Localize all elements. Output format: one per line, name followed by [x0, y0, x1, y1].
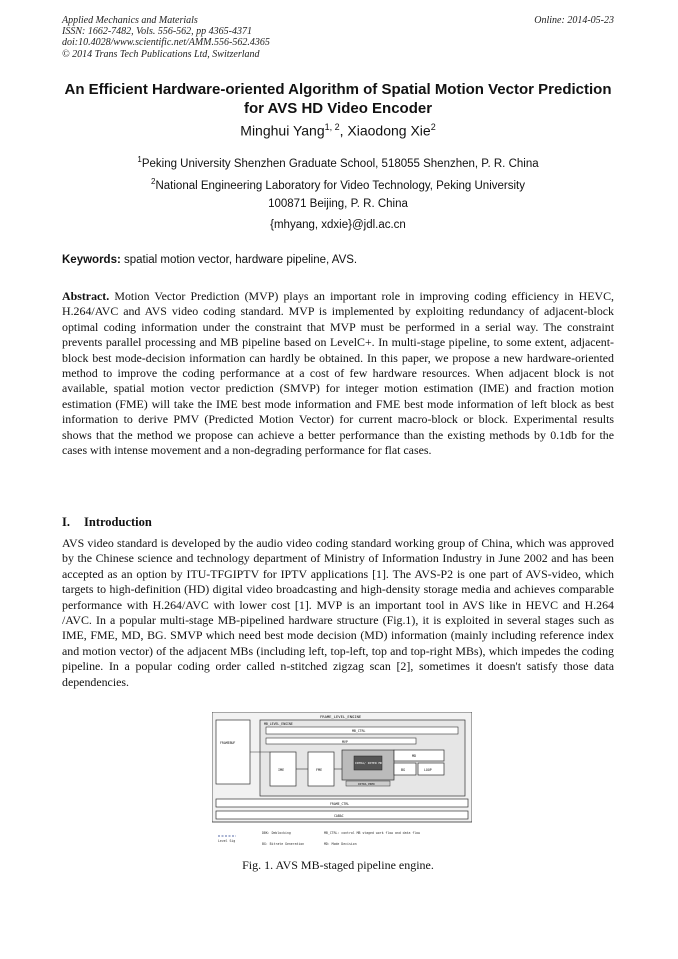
frame-level-label: FRAME_LEVEL_ENGINE	[320, 714, 362, 719]
legend-mb-ctrl: MB_CTRL: control MB staged work flow and data flow	[324, 831, 420, 835]
fme-label: FME	[316, 768, 323, 772]
mb-ctrl-label: MB_CTRL	[352, 729, 366, 733]
intro-paragraph: AVS video standard is developed by the audio video coding standard working group of China, which was approved by the Chinese science and technology department of Ministry of Information Industry in June 2002 and has been accepted as an option by ITU-TFGIPTV for IPTV applications [1]. The AVS-P2 is one part of AVS-video, which targets to high-definition (HD) digital video broadcasting and high-density storage media and achieves comparable performance with H.264/AVC with lower cost [1]. MVP is an important tool in AVS like in HEVC and H.264 /AVC. In a popular multi-stage MB-pipelined hardware structure (Fig.1), it is exploited in several stages such as IME, FME, MD, BG. SMVP which need best mode decision (MD) information (mainly including reference index and motion vector) of the adjacent MBs (including left, top-left, top and top-right MBs), which impedes the coding pipeline. In a popular coding order called n-stitched zigzag scan [2], sometimes it doesn't satisfy those data dependencies.	[62, 536, 614, 689]
paper-title: An Efficient Hardware-oriented Algorithm of Spatial Motion Vector Prediction for AVS HD Video Encoder	[64, 81, 612, 117]
affiliation-2-sup: 2	[151, 177, 156, 186]
mvp-label: MVP	[342, 740, 348, 744]
affiliation-1-text: Peking University Shenzhen Graduate School, 518055 Shenzhen, P. R. China	[141, 157, 539, 170]
abstract-label: Abstract.	[62, 289, 110, 303]
mvp-bar	[266, 738, 416, 744]
online-date: Online: 2014-05-23	[534, 15, 614, 26]
issn-line: ISSN: 1662-7482, Vols. 556-562, pp 4365-4371	[62, 26, 252, 38]
affiliation-2	[62, 177, 614, 192]
section-number: I.	[62, 515, 70, 529]
author-line	[62, 122, 614, 139]
affiliation-1	[62, 155, 614, 170]
framebuf-label: FRAMEBUF	[220, 741, 236, 745]
affiliation-1-sup: 1	[137, 155, 142, 164]
copyright-line: © 2014 Trans Tech Publications Ltd, Switzerland	[62, 48, 260, 60]
affiliation-2-text: National Engineering Laboratory for Video Technology, Peking University	[155, 179, 525, 192]
section-title: Introduction	[84, 515, 152, 529]
framebuf-block	[216, 720, 250, 784]
keywords-text: spatial motion vector, hardware pipeline, AVS.	[120, 254, 358, 266]
journal-header	[62, 15, 270, 60]
author-second: , Xiaodong Xie	[339, 122, 431, 139]
author-first: Minghui Yang	[240, 122, 325, 139]
keywords	[62, 254, 357, 266]
author-first-sup: 1, 2	[324, 122, 340, 132]
cabac-label: CABAC	[334, 814, 344, 818]
abstract	[62, 289, 614, 458]
author-second-sup: 2	[430, 122, 436, 132]
keywords-label: Keywords:	[62, 254, 121, 266]
legend-bg: BG: Bitrate Generation	[262, 842, 305, 846]
figure-caption: Fig. 1. AVS MB-staged pipeline engine.	[242, 858, 434, 872]
pipeline-figure	[212, 712, 472, 852]
intra-pred-label: INTRA_PRED	[358, 782, 375, 786]
frame-ctrl-label: FRAME_CTRL	[330, 802, 350, 806]
doi-line: doi:10.4028/www.scientific.net/AMM.556-562.4365	[62, 37, 270, 49]
loop-label: LOOP	[424, 768, 432, 772]
mb-level-label: MB_LEVEL_ENGINE	[264, 722, 293, 726]
ime-label: IME	[278, 768, 285, 772]
md-label: MD	[412, 754, 417, 758]
journal-name: Applied Mechanics and Materials	[62, 15, 198, 26]
legend-dbk: DBK: Deblocking	[262, 831, 291, 835]
affiliation-3: 100871 Beijing, P. R. China	[268, 198, 408, 210]
abstract-text: Motion Vector Prediction (MVP) plays an important role in improving coding efficiency in HEVC, H.264/AVC and AVS video coding standard. MVP is implemented by exploiting redundancy of adjacent-block optimal coding information under the constraint that MVP must be performed in a serial way. The constraint prevents parallel processing and MB pipeline based on LevelC+. In multi-stage pipeline, to some extent, adjacent-block best mode-decision information can hardly be obtained. In this paper, we propose a new hardware-oriented method to improve the coding performance at a cost of few hardware resources. When adjacent block is not available, spatial motion vector prediction (SMVP) for integer motion estimation (IME) and fraction motion estimation (FME) will take the IME best mode information and FME best mode information of left block as best information to derive PMV (Predicted Motion Vector) for current macro-block or block. Experimental results shows that the method we propose can achieve a better performance than the existing methods by 0.1db for the cases with intense movement and a non-degrading performance for flat cases.	[62, 289, 614, 458]
md-block	[394, 750, 444, 761]
section-heading	[62, 515, 166, 530]
bg-label: BG	[401, 768, 406, 772]
legend-signal-label: Level Sig	[218, 839, 236, 843]
legend-md: MD: Mode Decision	[324, 842, 357, 846]
intra-inter-md-label: INTRA/ INTER MD	[355, 761, 383, 765]
author-email: {mhyang, xdxie}@jdl.ac.cn	[270, 219, 406, 231]
